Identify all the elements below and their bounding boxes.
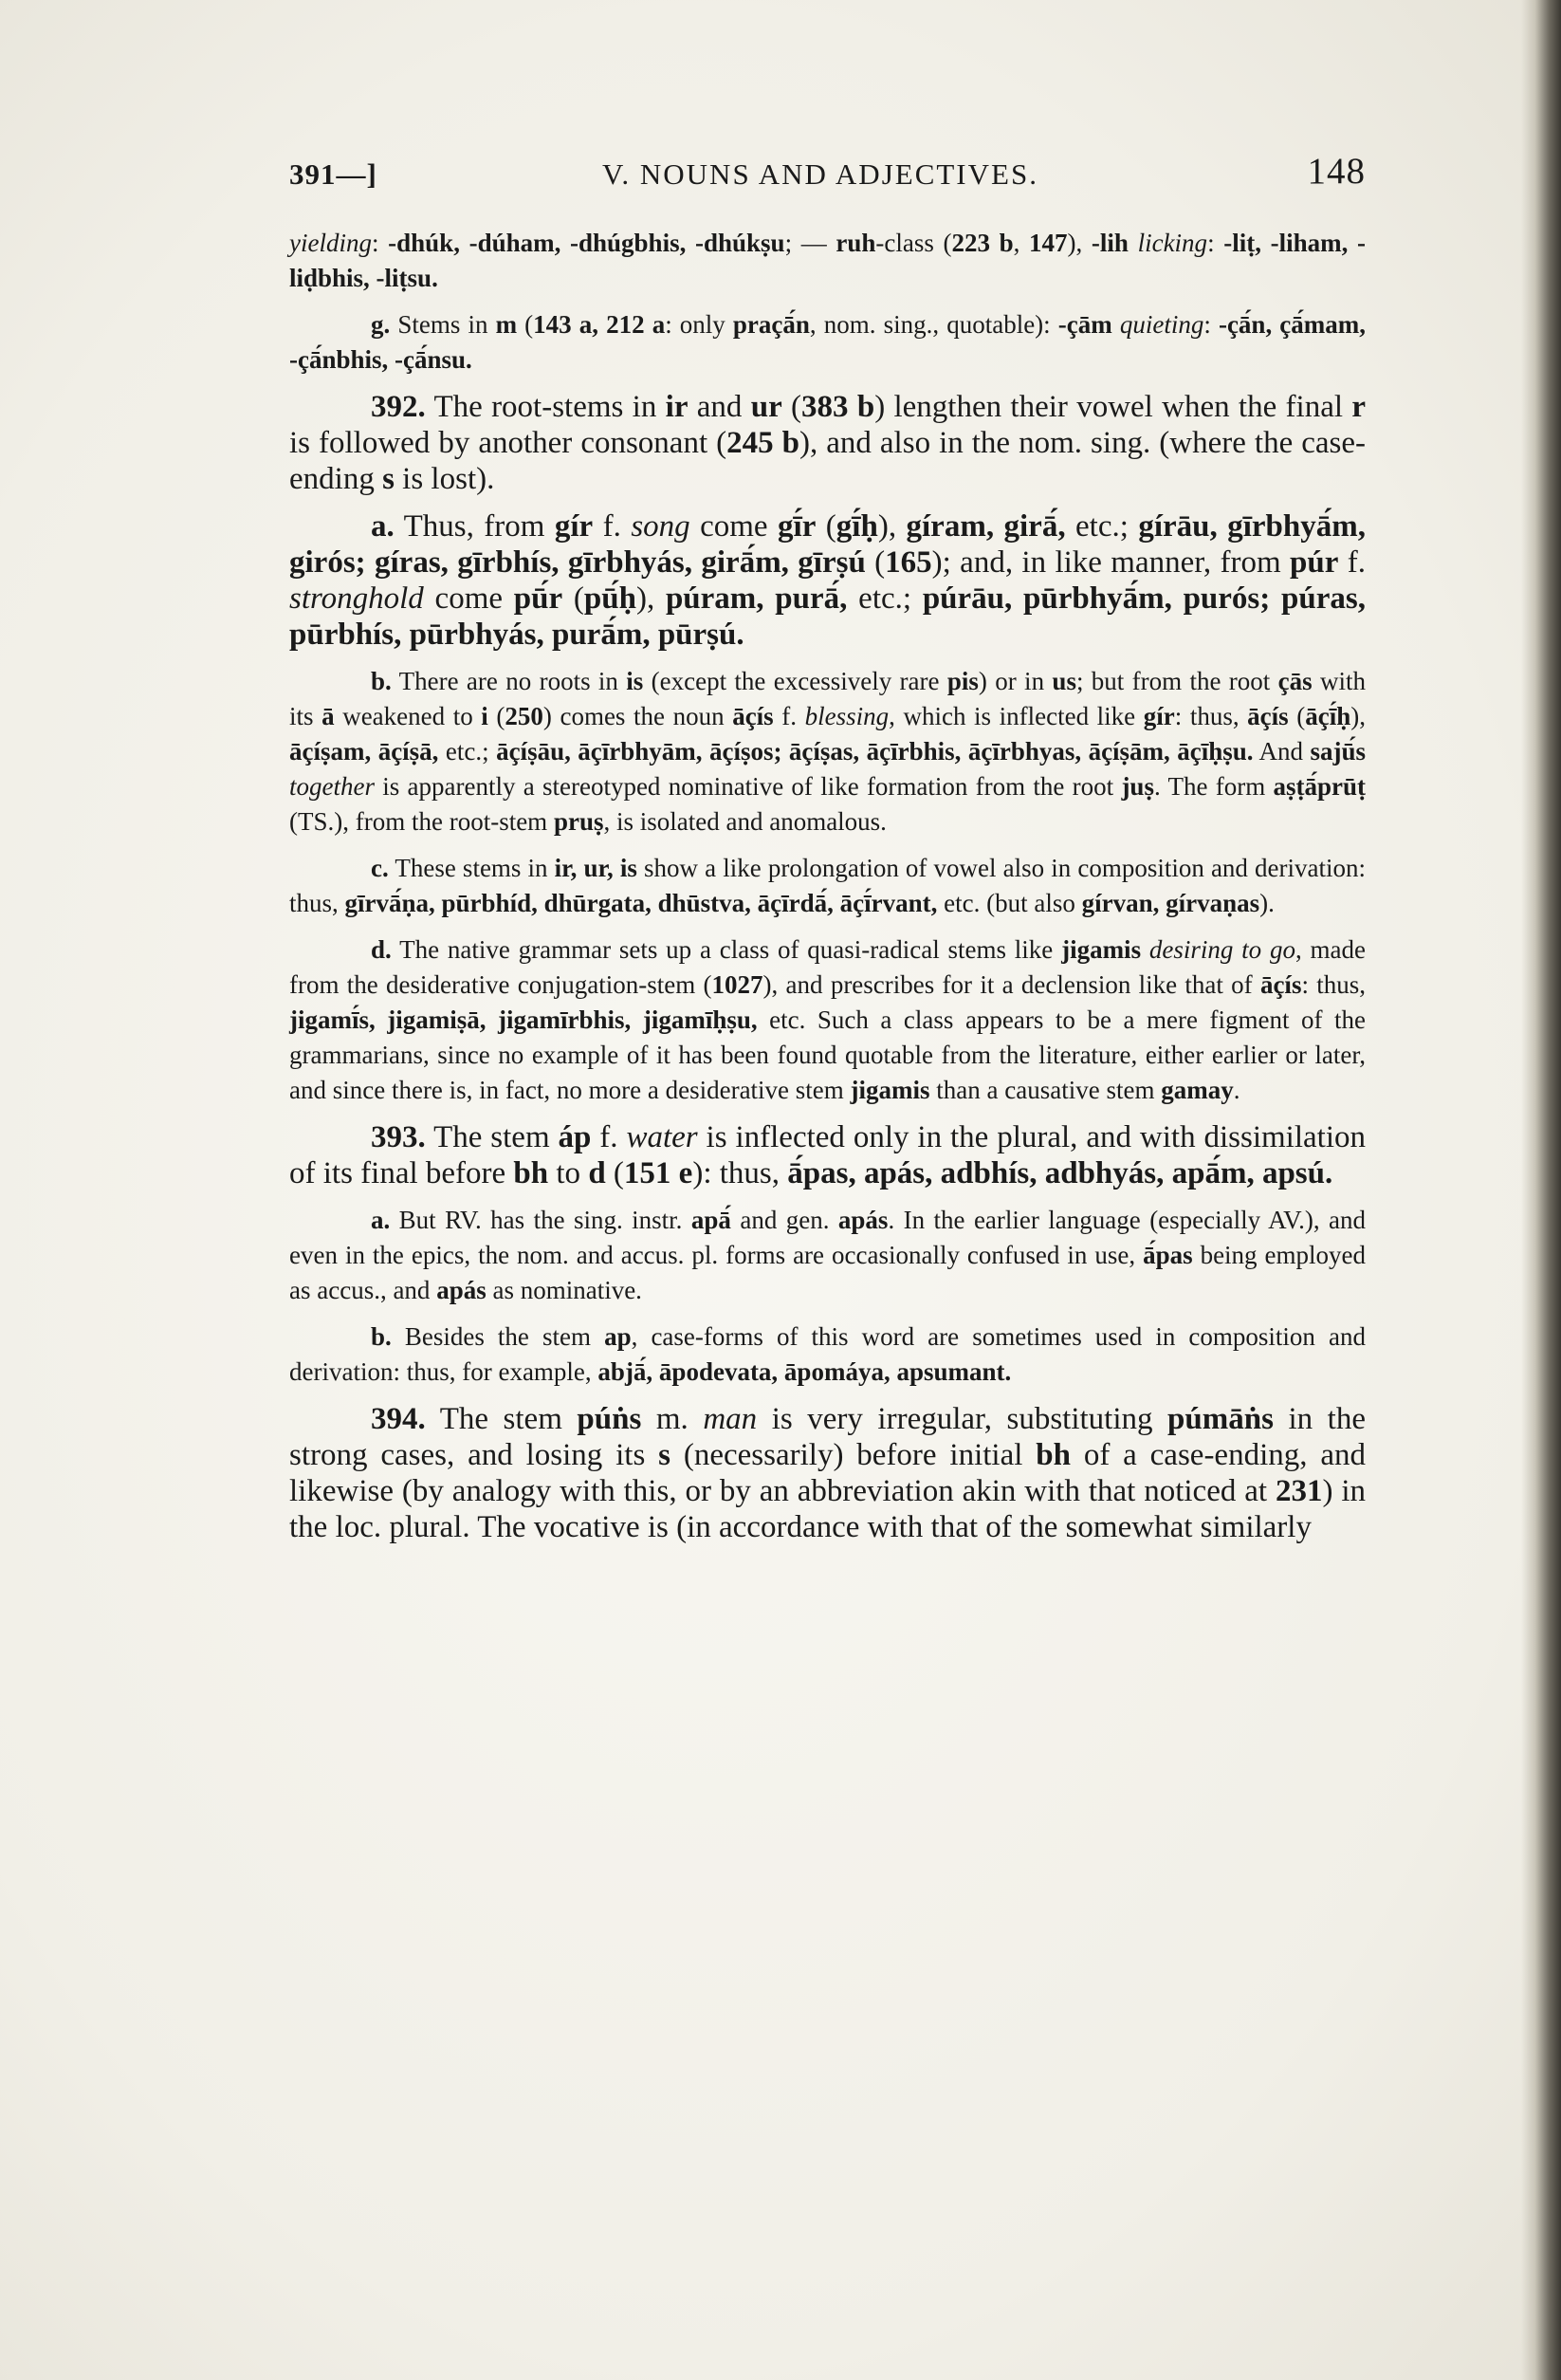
bold-term: gírāu, gīrbhyā́m, girós; gíras, gīrbhís, gīrbhyás, girā́m, gīrṣú (289, 509, 1366, 580)
bold-term: púrāu, pūrbhyā́m, purós; púras, pūrbhís, pūrbhyás, purā́m, pūrṣú. (289, 581, 1366, 652)
italic-gloss: licking (1137, 229, 1208, 257)
text-run: with its (289, 667, 1366, 730)
bold-term: c. (371, 854, 389, 882)
running-header (289, 150, 1366, 207)
text-run: come (689, 509, 779, 544)
bold-term: 143 a, 212 a (533, 310, 666, 339)
text-run: ( (1288, 702, 1306, 730)
bold-term: b. (371, 667, 392, 695)
text-run: : thus, (1301, 970, 1366, 999)
text-run: ) in the loc. plural. The vocative is (in accordance with that of the somewhat similarly (289, 1474, 1366, 1544)
text-run: , which is inflected like (889, 702, 1144, 730)
text-run: ), (1350, 702, 1367, 730)
italic-gloss: blessing (804, 702, 890, 730)
bold-term: púmāṅs (1167, 1402, 1274, 1436)
text-run: -class ( (875, 229, 952, 257)
text-run: of a case-ending, and likewise (by analogy with this, or by an abbreviation akin with that noticed at (289, 1438, 1366, 1508)
bold-term: gír (1143, 702, 1175, 730)
paragraph-p-392 (289, 389, 1366, 497)
bold-term: púr (1290, 545, 1339, 580)
paragraph-p-393b (289, 1319, 1366, 1390)
body-text (289, 226, 1366, 1557)
bold-term: -dhúk, -dúham, -dhúgbhis, -dhúkṣu (388, 229, 785, 257)
paragraph-p-392d (289, 932, 1366, 1108)
bold-term: ir (665, 390, 689, 424)
bold-term: pū́r (513, 581, 563, 616)
bold-term: pū́ḥ (583, 581, 636, 616)
text-run: ; but from the root (1075, 667, 1278, 695)
text-run: The root-stems in (425, 390, 666, 424)
italic-gloss: stronghold (289, 581, 424, 616)
bold-term: gī́r (778, 509, 817, 544)
italic-gloss: song (631, 509, 690, 544)
text-run: . In the earlier language (especially AV.), and even in the epics, the nom. and accus. pl. forms are occasionally confused in use, (289, 1206, 1367, 1269)
text-run: ): thus, (692, 1156, 788, 1190)
text-run: etc. Such a class appears to be a mere figment of the grammarians, since no example of it has been found quotable from the literature, either earlier or later, and since there is, in fact, no more a desiderative stem (289, 1006, 1366, 1104)
text-run (1112, 310, 1120, 339)
bold-term: -çā́n, çā́mam, -çā́nbhis, -çā́nsu. (289, 310, 1367, 374)
text-run: ) comes the noun (542, 702, 733, 730)
bold-term: apā́ (690, 1206, 731, 1234)
bold-term: ā́pas, apás, adbhís, adbhyás, apā́m, apsú. (787, 1156, 1333, 1190)
bold-term: apás (436, 1276, 487, 1304)
text-run: being employed as accus., and (289, 1241, 1366, 1304)
bold-term: āçís (732, 702, 774, 730)
bold-term: m (495, 310, 518, 339)
text-run: m. (641, 1402, 704, 1436)
text-run: and gen. (730, 1206, 838, 1234)
bold-term: gī́ḥ (836, 509, 878, 544)
text-run: f. (591, 1120, 627, 1154)
bold-term: apás (837, 1206, 889, 1234)
bold-term: āçíṣāu, āçīrbhyām, āçíṣos; āçíṣas, āçīrbhis, āçīrbhyas, āçíṣām, āçīḥṣu. (496, 737, 1254, 766)
paragraph-p-392a (289, 508, 1366, 653)
bold-term: a. (371, 509, 395, 544)
bold-term: 147 (1029, 229, 1068, 257)
paragraph-p-394 (289, 1401, 1366, 1545)
bold-term: pis (946, 667, 979, 695)
bold-term: aṣṭā́prūṭ (1273, 772, 1366, 801)
bold-term: s (382, 462, 395, 496)
text-run: (necessarily) before initial (670, 1438, 1037, 1472)
bold-term: pruṣ (553, 807, 604, 836)
bold-term: us (1052, 667, 1076, 695)
paragraph-p-391f-cont (289, 226, 1366, 296)
bold-term: gíram, girā́, (906, 509, 1076, 544)
bold-term: gamay (1161, 1076, 1234, 1104)
text-run: ), (635, 581, 666, 616)
bold-term: -lih (1091, 229, 1129, 257)
text-run: The native grammar sets up a class of quasi-radical stems like (391, 935, 1062, 964)
text-run: etc.; (858, 581, 923, 616)
text-run (1141, 935, 1149, 964)
text-run: etc.; (445, 737, 497, 766)
bold-term: -çām (1057, 310, 1112, 339)
bold-term: -liṭ, -liham, -liḍbhis, -liṭsu. (289, 229, 1366, 292)
text-run: and (688, 390, 751, 424)
text-run (1129, 229, 1138, 257)
text-run: But RV. has the sing. instr. (390, 1206, 691, 1234)
bold-term: 394. (371, 1402, 426, 1436)
text-run: ), and prescribes for it a declension like that of (762, 970, 1260, 999)
bold-term: ur (750, 390, 782, 424)
bold-term: praçā́n (732, 310, 810, 339)
text-run: ( (605, 1156, 624, 1190)
bold-term: 231 (1275, 1474, 1323, 1508)
text-run: . The form (1153, 772, 1274, 801)
bold-term: is (626, 667, 644, 695)
text-run: Besides the stem (391, 1322, 605, 1351)
text-run: , nom. sing., quotable): (809, 310, 1058, 339)
paragraph-p-393a (289, 1203, 1366, 1308)
text-run: : (1203, 310, 1219, 339)
italic-gloss: yielding (289, 229, 372, 257)
bold-term: 1027 (711, 970, 763, 999)
text-run: , is isolated and anomalous. (603, 807, 887, 836)
bold-term: b. (371, 1322, 392, 1351)
bold-term: āçíṣam, āçíṣā, (289, 737, 446, 766)
bold-term: abjā́, āpodevata, āpomáya, apsumant. (597, 1357, 1012, 1386)
bold-term: d (588, 1156, 606, 1190)
text-run: And (1253, 737, 1311, 766)
page-number: 148 (1307, 151, 1366, 192)
bold-term: ap (604, 1322, 632, 1351)
paragraph-p-391g (289, 307, 1366, 378)
italic-gloss: man (703, 1402, 758, 1436)
italic-gloss: quieting (1119, 310, 1204, 339)
italic-gloss: desiring to go (1148, 935, 1295, 964)
bold-term: r (1351, 390, 1366, 424)
paragraph-p-392c (289, 851, 1366, 921)
text-run: show a like prolongation of vowel also in composition and derivation: thus, (289, 854, 1366, 917)
text-run: The stem (425, 1120, 559, 1154)
bold-term: i (481, 702, 488, 730)
text-run: , made from the desiderative conjugation-stem ( (289, 935, 1366, 999)
text-run: is inflected only in the plural, and with dissimilation of its final before (289, 1120, 1366, 1190)
text-run: ( (517, 310, 534, 339)
text-run: : (371, 229, 389, 257)
text-run: come (423, 581, 514, 616)
bold-term: juṣ (1121, 772, 1154, 801)
bold-term: 393. (371, 1120, 426, 1154)
bold-term: ir, ur, is (554, 854, 637, 882)
text-run: ( (781, 390, 802, 424)
bold-term: jigamī́s, jigamiṣā, jigamīrbhis, jigamīḥṣu, (289, 1006, 770, 1034)
paragraph-p-392b (289, 664, 1366, 839)
bold-term: 383 b (801, 390, 875, 424)
bold-term: 223 b (951, 229, 1014, 257)
bold-term: 245 b (726, 426, 799, 460)
bold-term: bh (513, 1156, 549, 1190)
text-run: to (548, 1156, 589, 1190)
text-run: (TS.), from the root-stem (289, 807, 554, 836)
bold-term: ruh (836, 229, 876, 257)
text-run: f. (773, 702, 805, 730)
text-run: etc.; (1075, 509, 1139, 544)
text-run: : (1207, 229, 1224, 257)
bold-term: áp (558, 1120, 592, 1154)
text-run: ( (487, 702, 505, 730)
bold-term: jigamis (850, 1076, 930, 1104)
bold-term: āçís (1247, 702, 1289, 730)
text-run: The stem (425, 1402, 578, 1436)
text-run: Stems in (397, 310, 496, 339)
bold-term: a. (371, 1206, 391, 1234)
italic-gloss: water (626, 1120, 698, 1154)
paragraph-p-393 (289, 1119, 1366, 1191)
bold-term: 392. (371, 390, 426, 424)
bold-term: 250 (505, 702, 543, 730)
bold-term: bh (1036, 1438, 1071, 1472)
chapter-title: V. NOUNS AND ADJECTIVES. (602, 157, 1038, 191)
text-run: etc. (but also (944, 889, 1082, 917)
text-run: is very irregular, substituting (757, 1402, 1168, 1436)
text-run: ), (877, 509, 907, 544)
text-run: weakened to (334, 702, 482, 730)
text-run: There are no roots in (391, 667, 627, 695)
bold-term: gírvan, gírvaṇas (1081, 889, 1260, 917)
text-run: : only (665, 310, 733, 339)
bold-term: d. (371, 935, 392, 964)
text-run: f. (1338, 545, 1366, 580)
bold-term: gír (554, 509, 594, 544)
text-run: is apparently a stereotyped nominative of like formation from the root (374, 772, 1122, 801)
text-run: These stems in (388, 854, 555, 882)
text-run: , (1013, 229, 1030, 257)
text-run: ) lengthen their vowel when the final (874, 390, 1352, 424)
text-run: is lost). (394, 462, 495, 496)
text-run: as nominative. (486, 1276, 642, 1304)
text-run: ). (1259, 889, 1275, 917)
text-run: : thus, (1174, 702, 1248, 730)
bold-term: púram, purā́, (665, 581, 859, 616)
text-run: ( (865, 545, 886, 580)
bold-term: ā́pas (1143, 1241, 1193, 1269)
bold-term: sajū́s (1310, 737, 1366, 766)
italic-gloss: together (289, 772, 375, 801)
text-run: , case-forms of this word are sometimes used in composition and derivation: thus, for example, (289, 1322, 1366, 1386)
bold-term: gīrvā́ṇa, pūrbhíd, dhūrgata, dhūstva, āçīrdā́, āçī́rvant, (344, 889, 945, 917)
bold-term: jigamis (1061, 935, 1142, 964)
bold-term: 151 e (623, 1156, 693, 1190)
bold-term: s (658, 1438, 670, 1472)
text-run: f. (593, 509, 632, 544)
text-run: than a causative stem (929, 1076, 1162, 1104)
text-run: ) or in (978, 667, 1053, 695)
text-run: ); and, in like manner, from (931, 545, 1291, 580)
text-run: ; — (784, 229, 836, 257)
section-reference: 391—] (289, 157, 377, 191)
text-run: is followed by another consonant ( (289, 426, 727, 460)
text-run: in the strong cases, and losing its (289, 1402, 1366, 1472)
bold-term: g. (371, 310, 398, 339)
bold-term: 165 (885, 545, 932, 580)
text-run: . (1233, 1076, 1240, 1104)
bold-term: çās (1277, 667, 1313, 695)
book-spine-shadow (1521, 0, 1561, 2380)
text-run: ), and also in the nom. sing. (where the case-ending (289, 426, 1367, 496)
bold-term: púṅs (577, 1402, 642, 1436)
text-run: ), (1067, 229, 1092, 257)
bold-term: āçī́ḥ (1305, 702, 1351, 730)
bold-term: āçís (1259, 970, 1302, 999)
text-run: Thus, from (394, 509, 555, 544)
text-run: (except the excessively rare (643, 667, 947, 695)
text-run: ( (816, 509, 836, 544)
text-run: ( (562, 581, 584, 616)
bold-term: ā (321, 702, 335, 730)
